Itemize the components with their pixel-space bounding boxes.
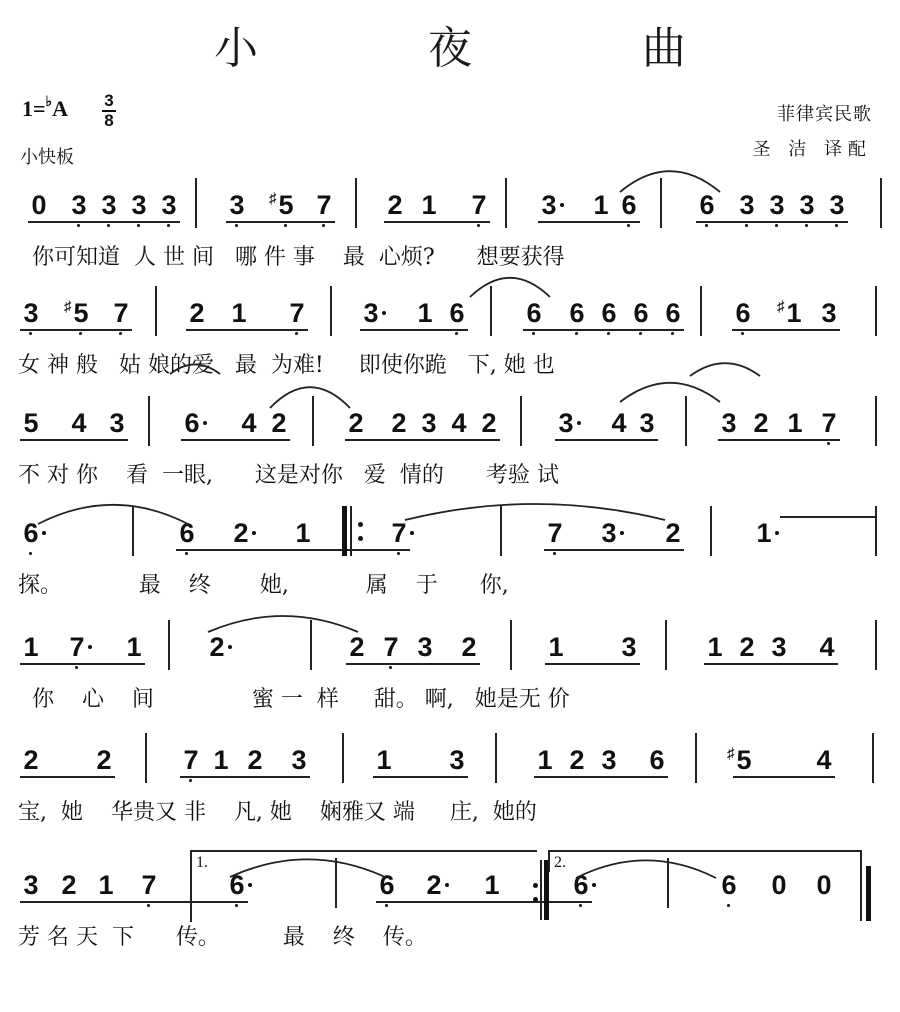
- note: 5 ♯: [72, 298, 90, 328]
- barline: [148, 396, 150, 446]
- note: 0: [816, 870, 832, 900]
- note: 3: [771, 632, 787, 662]
- low-octave-dot: [322, 224, 325, 227]
- note: 1: [707, 632, 723, 662]
- note: 6: [448, 298, 466, 328]
- note: 2: [461, 632, 477, 662]
- beam-line: [360, 329, 468, 331]
- note: 6: [525, 298, 543, 328]
- beam-line: [732, 329, 840, 331]
- note: 2: [425, 870, 443, 900]
- score-row: [0, 745, 900, 855]
- beam-line: [523, 329, 684, 331]
- note: 4: [611, 408, 627, 438]
- barline: [875, 506, 877, 556]
- beam-line: [346, 663, 480, 665]
- low-octave-dot: [671, 332, 674, 335]
- final-thin-barline: [860, 866, 862, 921]
- low-octave-dot: [137, 224, 140, 227]
- low-octave-dot: [75, 666, 78, 669]
- beam-line: [544, 549, 684, 551]
- augmentation-dot: [252, 531, 256, 535]
- barline: [342, 733, 344, 783]
- note: 7: [315, 190, 333, 220]
- low-octave-dot: [775, 224, 778, 227]
- low-octave-dot: [741, 332, 744, 335]
- note: 7: [546, 518, 564, 548]
- slur-arc: [208, 612, 358, 632]
- barline: [505, 178, 507, 228]
- note: 2: [208, 632, 226, 662]
- augmentation-dot: [620, 531, 624, 535]
- note: 4: [71, 408, 87, 438]
- note: 1: [126, 632, 142, 662]
- lyrics-line: 探。 最 终 她, 属 于 你,: [18, 573, 509, 598]
- lyrics-line: 你可知道 人 世 间 哪 件 事 最 心烦? 想要获得: [18, 245, 565, 270]
- repeat-dot: [358, 522, 363, 527]
- sharp-icon: ♯: [269, 190, 277, 207]
- slur-arc: [690, 360, 760, 376]
- note: 3: [540, 190, 558, 220]
- note: 1: [787, 408, 803, 438]
- note: 6: [228, 870, 246, 900]
- note: 3: [109, 408, 125, 438]
- beam-line: [733, 776, 835, 778]
- augmentation-dot: [592, 883, 596, 887]
- augmentation-dot: [88, 645, 92, 649]
- note: 1: [213, 745, 229, 775]
- note: 2: [665, 518, 681, 548]
- beam-line: [20, 663, 145, 665]
- low-octave-dot: [727, 904, 730, 907]
- barline: [695, 733, 697, 783]
- repeat-end-thin: [540, 860, 542, 920]
- augmentation-dot: [42, 531, 46, 535]
- note: 2: [96, 745, 112, 775]
- repeat-start-barline: [342, 506, 347, 556]
- note: 3: [828, 190, 846, 220]
- sharp-icon: ♯: [777, 298, 785, 315]
- repeat-dot: [358, 536, 363, 541]
- low-octave-dot: [189, 779, 192, 782]
- note: 2: [61, 870, 77, 900]
- low-octave-dot: [639, 332, 642, 335]
- note: 1: [23, 632, 39, 662]
- barline: [155, 286, 157, 336]
- note: 6: [620, 190, 638, 220]
- low-octave-dot: [705, 224, 708, 227]
- note: 2: [247, 745, 263, 775]
- barline: [875, 396, 877, 446]
- tie-extension-line: [780, 516, 875, 518]
- slur-arc: [38, 500, 188, 524]
- note: 2: [387, 190, 403, 220]
- note: 7: [182, 745, 200, 775]
- note: 7: [288, 298, 306, 328]
- beam-line: [534, 776, 668, 778]
- beam-line: [545, 663, 640, 665]
- low-octave-dot: [607, 332, 610, 335]
- note: 1: [295, 518, 311, 548]
- barline: [685, 396, 687, 446]
- note: 3: [70, 190, 88, 220]
- low-octave-dot: [575, 332, 578, 335]
- note: 2: [739, 632, 755, 662]
- slur-arc: [470, 273, 550, 297]
- beam-line: [555, 439, 658, 441]
- note: 4: [241, 408, 257, 438]
- note: 1: [537, 745, 553, 775]
- note: 2: [349, 632, 365, 662]
- augmentation-dot: [382, 311, 386, 315]
- beam-line: [718, 439, 840, 441]
- note: 6: [734, 298, 752, 328]
- sharp-icon: ♯: [64, 298, 72, 315]
- note: 0: [31, 190, 47, 220]
- credit-origin: 菲律宾民歌: [777, 104, 872, 125]
- repeat-start-thin: [350, 506, 352, 556]
- lyrics-line: 你 心 间 蜜 一 样 甜。 啊, 她是无 价: [18, 687, 570, 712]
- note: 6: [568, 298, 586, 328]
- note: 1: [484, 870, 500, 900]
- barline: [710, 506, 712, 556]
- low-octave-dot: [805, 224, 808, 227]
- note: 2: [391, 408, 407, 438]
- lyrics-line: 宝, 她 华贵又 非 凡, 她 娴雅又 端 庄, 她的: [18, 800, 537, 825]
- note: 1: [376, 745, 392, 775]
- note: 7: [68, 632, 86, 662]
- barline: [872, 733, 874, 783]
- note: 3: [621, 632, 637, 662]
- key-signature: 1=♭A: [22, 95, 69, 121]
- lyrics-line: 芳 名 天 下 传。 最 终 传。: [18, 925, 427, 950]
- beam-line: [226, 221, 335, 223]
- low-octave-dot: [284, 224, 287, 227]
- beam-line: [20, 329, 132, 331]
- low-octave-dot: [627, 224, 630, 227]
- note: 2: [271, 408, 287, 438]
- note: 3: [821, 298, 837, 328]
- sharp-icon: ♯: [727, 745, 735, 762]
- slur-arc: [620, 166, 720, 192]
- note: 7: [382, 632, 400, 662]
- beam-line: [538, 221, 640, 223]
- barline: [168, 620, 170, 670]
- barline: [700, 286, 702, 336]
- note: 3: [100, 190, 118, 220]
- low-octave-dot: [29, 332, 32, 335]
- note: 2: [23, 745, 39, 775]
- barline: [145, 733, 147, 783]
- lyrics-line: 不 对 你 看 一眼, 这是对你 爱 情的 考验 试: [18, 463, 559, 488]
- barline: [880, 178, 882, 228]
- augmentation-dot: [410, 531, 414, 535]
- low-octave-dot: [579, 904, 582, 907]
- note: 1: [231, 298, 247, 328]
- barline: [195, 178, 197, 228]
- barline: [875, 620, 877, 670]
- slur-arc: [230, 855, 385, 877]
- note: 1: [548, 632, 564, 662]
- time-signature: 3 8: [102, 92, 116, 130]
- note: 1: [593, 190, 609, 220]
- augmentation-dot: [203, 421, 207, 425]
- flat-icon: ♭: [45, 95, 53, 110]
- slur-arc: [576, 856, 716, 878]
- note: 2: [753, 408, 769, 438]
- low-octave-dot: [147, 904, 150, 907]
- tempo-marking: 小快板: [20, 147, 74, 168]
- note: 2: [481, 408, 497, 438]
- score-row: [0, 518, 900, 628]
- note: 2: [569, 745, 585, 775]
- augmentation-dot: [775, 531, 779, 535]
- beam-line: [704, 663, 838, 665]
- beam-line: [345, 439, 500, 441]
- note: 1: [755, 518, 773, 548]
- beam-line: [373, 776, 468, 778]
- volta-label: 1.: [196, 854, 208, 871]
- note: 1: [417, 298, 433, 328]
- barline: [495, 733, 497, 783]
- lyrics-line: 女 神 般 姑 娘的爱 最 为难! 即使你跪 下, 她 也: [18, 353, 555, 378]
- note: 5 ♯: [735, 745, 753, 775]
- note: 4: [819, 632, 835, 662]
- note: 3: [228, 190, 246, 220]
- barline: [520, 396, 522, 446]
- slur-arc: [170, 362, 220, 374]
- note: 3: [639, 408, 655, 438]
- augmentation-dot: [228, 645, 232, 649]
- note: 0: [771, 870, 787, 900]
- note: 3: [798, 190, 816, 220]
- low-octave-dot: [532, 332, 535, 335]
- low-octave-dot: [29, 552, 32, 555]
- slur-arc: [270, 382, 350, 408]
- note: 7: [390, 518, 408, 548]
- note: 5: [23, 408, 39, 438]
- low-octave-dot: [827, 442, 830, 445]
- note: 3: [362, 298, 380, 328]
- low-octave-dot: [295, 332, 298, 335]
- note: 3: [768, 190, 786, 220]
- volta-label: 2.: [554, 854, 566, 871]
- beam-line: [180, 776, 310, 778]
- note: 3: [738, 190, 756, 220]
- repeat-dot: [533, 897, 538, 902]
- note: 6: [572, 870, 590, 900]
- low-octave-dot: [107, 224, 110, 227]
- note: 3: [160, 190, 178, 220]
- note: 7: [112, 298, 130, 328]
- barline: [355, 178, 357, 228]
- note: 3: [721, 408, 737, 438]
- slur-arc: [620, 378, 720, 402]
- note: 5 ♯: [277, 190, 295, 220]
- note: 2: [348, 408, 364, 438]
- low-octave-dot: [119, 332, 122, 335]
- note: 3: [291, 745, 307, 775]
- low-octave-dot: [185, 552, 188, 555]
- low-octave-dot: [79, 332, 82, 335]
- note: 3: [557, 408, 575, 438]
- note: 4: [451, 408, 467, 438]
- low-octave-dot: [167, 224, 170, 227]
- note: 7: [140, 870, 158, 900]
- note: 3: [22, 298, 40, 328]
- final-thick-barline: [866, 866, 871, 921]
- repeat-dot: [533, 883, 538, 888]
- note: 1: [421, 190, 437, 220]
- beam-line: [176, 549, 410, 551]
- barline: [330, 286, 332, 336]
- low-octave-dot: [477, 224, 480, 227]
- low-octave-dot: [835, 224, 838, 227]
- note: 3: [417, 632, 433, 662]
- note: 6: [698, 190, 716, 220]
- beam-line: [696, 221, 848, 223]
- low-octave-dot: [235, 224, 238, 227]
- beam-line: [181, 439, 290, 441]
- beam-line: [20, 776, 115, 778]
- note: 3: [130, 190, 148, 220]
- note: 4: [816, 745, 832, 775]
- note: 2: [232, 518, 250, 548]
- note: 2: [189, 298, 205, 328]
- note: 3: [23, 870, 39, 900]
- note: 6: [22, 518, 40, 548]
- score-row: [0, 298, 900, 408]
- low-octave-dot: [397, 552, 400, 555]
- slur-arc: [405, 500, 665, 520]
- note: 6: [178, 518, 196, 548]
- low-octave-dot: [745, 224, 748, 227]
- beam-line: [186, 329, 308, 331]
- beam-line: [20, 439, 128, 441]
- augmentation-dot: [577, 421, 581, 425]
- note: 3: [600, 518, 618, 548]
- score-row: [0, 632, 900, 742]
- note: 6: [378, 870, 396, 900]
- low-octave-dot: [389, 666, 392, 669]
- low-octave-dot: [553, 552, 556, 555]
- beam-line: [28, 221, 180, 223]
- low-octave-dot: [455, 332, 458, 335]
- barline: [510, 620, 512, 670]
- augmentation-dot: [560, 203, 564, 207]
- note: 3: [601, 745, 617, 775]
- note: 6: [183, 408, 201, 438]
- score-row: [0, 190, 900, 300]
- note: 1 ♯: [785, 298, 803, 328]
- barline: [875, 286, 877, 336]
- note: 7: [470, 190, 488, 220]
- barline: [665, 620, 667, 670]
- note: 6: [649, 745, 665, 775]
- beam-line: [384, 221, 490, 223]
- note: 7: [820, 408, 838, 438]
- note: 6: [600, 298, 618, 328]
- note: 1: [98, 870, 114, 900]
- low-octave-dot: [77, 224, 80, 227]
- song-title: 小 夜 曲: [214, 23, 764, 74]
- note: 6: [720, 870, 738, 900]
- note: 6: [664, 298, 682, 328]
- note: 3: [421, 408, 437, 438]
- note: 3: [449, 745, 465, 775]
- credit-translator: 圣 洁 译配: [752, 139, 872, 160]
- note: 6: [632, 298, 650, 328]
